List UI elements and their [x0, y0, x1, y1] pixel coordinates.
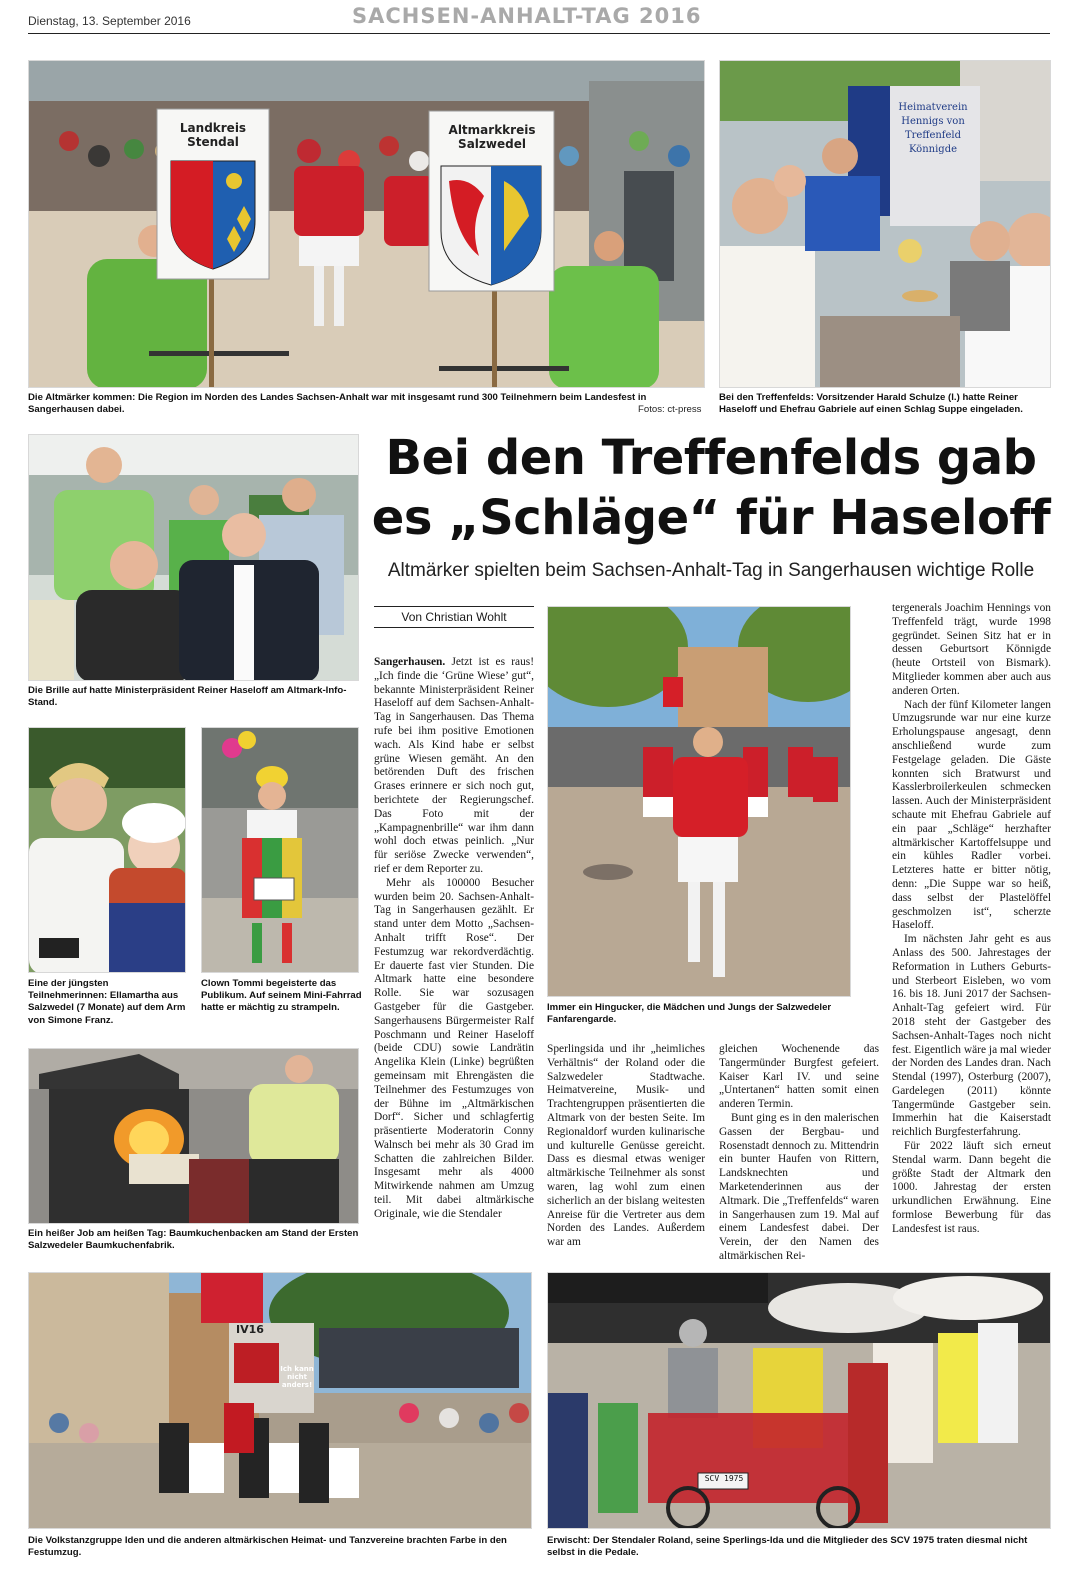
license-plate-scv: SCV 1975 [704, 1474, 744, 1483]
article-byline: Von Christian Wohlt [374, 606, 534, 628]
article-paragraph: Bunt ging es in den malerischen Gassen der Bergbau- und Rosenstadt dennoch zu. Mittendrin ein bunter Haufen von Rittern, Landsknechten und Marketenderinnen aus der Altmark. Die „Treffenfelds“ waren in Sangerhausen zum 19. Mal auf einem Landesfest dabei. Der Verein, der den Namen des altmärkischen Rei- [719, 1111, 879, 1262]
sign-iv16: IV16 [236, 1323, 264, 1336]
article-paragraph: tergenerals Joachim Hennings von Treffenfeld trägt, wurde 1998 gegründet. Seinen Sitz hat er in dessen Geburtsort Könnigde (heute Ortsteil von Bismark). Mitglieder kommen aber auch aus anderen Orten. [892, 602, 1051, 697]
sign-landkreis-stendal: Landkreis Stendal [179, 121, 247, 149]
caption-baby: Eine der jüngsten Teilnehmerinnen: Ellamartha aus Salzwedel (7 Monate) auf dem Arm von Simone Franz. [28, 978, 186, 1026]
header-rule [28, 33, 1050, 34]
article-column-1 [374, 656, 534, 1222]
article-paragraph: gleichen Wochenende das Tangermünder Burgfest gefeiert. Kaiser Karl IV. und seine „Untertanen“ hatten somit einen anderen Termin. [719, 1043, 879, 1111]
article-paragraph: Sperlingsida und ihr „heimliches Verhältnis“ der Roland oder die Salzwedeler Stadtwache. Heimatvereine, Musik- und Trachtengruppen präsentierten die Altmark von der besten Seite. Im Regionaldorf wurden kulinarische und kulturelle Genüsse gereicht. Dass es diesmal etwas weniger altmärkische Teilnehmer als sonst waren, lag wohl zum einen sicherlich an der bislang weitesten Anreise für die Vertreter aus dem Norden des Landes. Außerdem war am [547, 1043, 705, 1249]
caption-roland-scv: Erwischt: Der Stendaler Roland, seine Sperlings-Ida und die Mitglieder des SCV 1975 traten diesmal nicht selbst in die Pedale. [547, 1535, 1028, 1559]
article-headline: Bei den Treffenfelds gab es „Schläge“ für Haseloff [371, 430, 1051, 546]
caption-fanfarengarde: Immer ein Hingucker, die Mädchen und Jungs der Salzwedeler Fanfarengarde. [547, 1002, 832, 1026]
banner-ich-kann-nicht-anders: Ich kann nicht anders! [280, 1365, 314, 1389]
photo-roland-scv [547, 1272, 1051, 1529]
caption-haseloff-glasses: Die Brille auf hatte Ministerpräsident Reiner Haseloff am Altmark-Info-Stand. [28, 685, 347, 709]
article-paragraph: Jetzt ist es raus! „Ich finde die ‘Grüne Wiese’ gut“, bekannte Ministerpräsident Reiner Haseloff auf dem Sachsen-Anhalt-Tag in Sangerhausen. Das Thema rufe bei ihm positive Emotionen wach. Als Kind habe er selbst grüne Wiesen gemäht. An den betörenden Duft des frischen Grases erinnere er sich noch gut, berichtete der Regierungschef. Das Foto mit der „Kampagnenbrille“ war ihm dann wohl doch etwas peinlich. „Nur für seriöse Zwecke verwenden“, rief er dem Reporter zu. [374, 656, 534, 875]
article-paragraph: Für 2022 läuft sich erneut Stendal warm. Dann begeht die größte Stadt der Altmark den 1000. Jahrestag der ersten urkundlichen Erwähnung. Eine formlose Bewerbung für das Landesfest ist raus. [892, 1140, 1051, 1235]
photo-fanfarengarde [547, 606, 851, 997]
caption-volkstanzgruppe: Die Volkstanzgruppe Iden und die anderen altmärkischen Heimat- und Tanzvereine brachten Farbe in den Festumzug. [28, 1535, 507, 1559]
photo-treffenfelds [719, 60, 1051, 388]
caption-clown: Clown Tommi begeisterte das Publikum. Auf seinem Mini-Fahrrad hatte er mächtig zu strampeln. [201, 978, 362, 1014]
issue-date: Dienstag, 13. September 2016 [28, 14, 191, 28]
article-paragraph: Im nächsten Jahr geht es aus Anlass des 500. Jahrestages der Reformation in Luthers Geburts- und Sterbeort Eisleben, wo vom 16. bis 18. Juni 2017 der Sachsen-Anhalt-Tag gefeiert wird. Für 2018 steht der Gastgeber des Sachsen-Anhalt-Tages noch nicht fest. Eigentlich wäre ja mal wieder der Norden des Landes dran. Nach Stendal (1997), Osterburg (2007), Gardelegen (2011) könnte Tangermünde Gastgeber sein. Immerhin hat die Kaiserstadt reichlich Burgfesterfahrung. [892, 933, 1051, 1139]
article-subheadline: Altmärker spielten beim Sachsen-Anhalt-Tag in Sangerhausen wichtige Rolle [387, 560, 1035, 581]
dateline: Sangerhausen. [374, 656, 446, 668]
article-column-2 [547, 1043, 705, 1250]
article-column-3 [719, 1043, 879, 1264]
banner-heimatverein: Heimatverein Hennigs von Treffenfeld Könnigde [898, 102, 968, 155]
article-paragraph: Nach der fünf Kilometer langen Umzugsrunde war nur eine kurze Erholungspause angesagt, denn anschließend wurde zum Festgelage geladen. Die Gäste konnten sich Bratwurst und Kasslerbroilerkeulen schmecken lassen. Auch der Ministerpräsident schaute mit Ehefrau Gabriele auf ein paar „Schläge“ herzhafter altmärkischer Kartoffelsuppe und ein kühles Radler vorbei. Letzteres hatte er bitter nötig, denn: „Die Suppe war so heiß, dass selbst der Plastelöffel geschmolzen ist“, scherzte Haseloff. [892, 698, 1051, 932]
photo-baumkuchen [28, 1048, 359, 1224]
photo-credit: Fotos: ct-press [638, 404, 702, 415]
photo-volkstanzgruppe [28, 1272, 532, 1529]
photo-baby [28, 727, 186, 973]
photo-haseloff-glasses [28, 434, 359, 681]
section-title: SACHSEN-ANHALT-TAG 2016 [352, 4, 702, 28]
caption-treffenfelds: Bei den Treffenfelds: Vorsitzender Harald Schulze (l.) hatte Reiner Haseloff und Ehefrau Gabriele auf einen Schlag Suppe eingeladen. [719, 392, 1023, 416]
photo-altmark-parade [28, 60, 705, 388]
photo-clown [201, 727, 359, 973]
article-paragraph: Mehr als 100000 Besucher wurden beim 20. Sachsen-Anhalt-Tag in Sangerhausen gezählt. Er stand unter dem Motto „Sachsen-Anhalt trifft Rose“. Der Festumzug war rekordverdächtig. Er dauerte fast vier Stunden. Die Altmark hatte eine besondere Rolle. Sie war sozusagen Gastgeber für die Gastgeber. Sangerhausens Bürgermeister Ralf Poschmann und Reiner Haseloff (beide CDU) sowie Landrätin Angelika Klein (Linke) begrüßten gemeinsam mit Ehrengästen die Teilnehmer des Festumzuges von der Bühne im „Altmärkischen Dorf“. Sicher und schlagfertig präsentierte Moderatorin Conny Walnsch bei mehr als 30 Grad im Schatten die zahlreichen Bilder. Insgesamt mehr als 4000 Mitwirkende nahmen am Umzug teil. Mit dabei altmärkische Originale, wie die Stendaler [374, 876, 534, 1220]
caption-altmark-parade: Die Altmärker kommen: Die Region im Norden des Landes Sachsen-Anhalt war mit insgesamt rund 300 Teilnehmern beim Landesfest in Sangerhausen dabei. [28, 392, 647, 416]
article-column-4 [892, 602, 1051, 1237]
caption-baumkuchen: Ein heißer Job am heißen Tag: Baumkuchenbacken am Stand der Ersten Salzwedeler Baumkuchenfabrik. [28, 1228, 359, 1252]
sign-altmarkkreis-salzwedel: Altmarkkreis Salzwedel [448, 123, 536, 151]
